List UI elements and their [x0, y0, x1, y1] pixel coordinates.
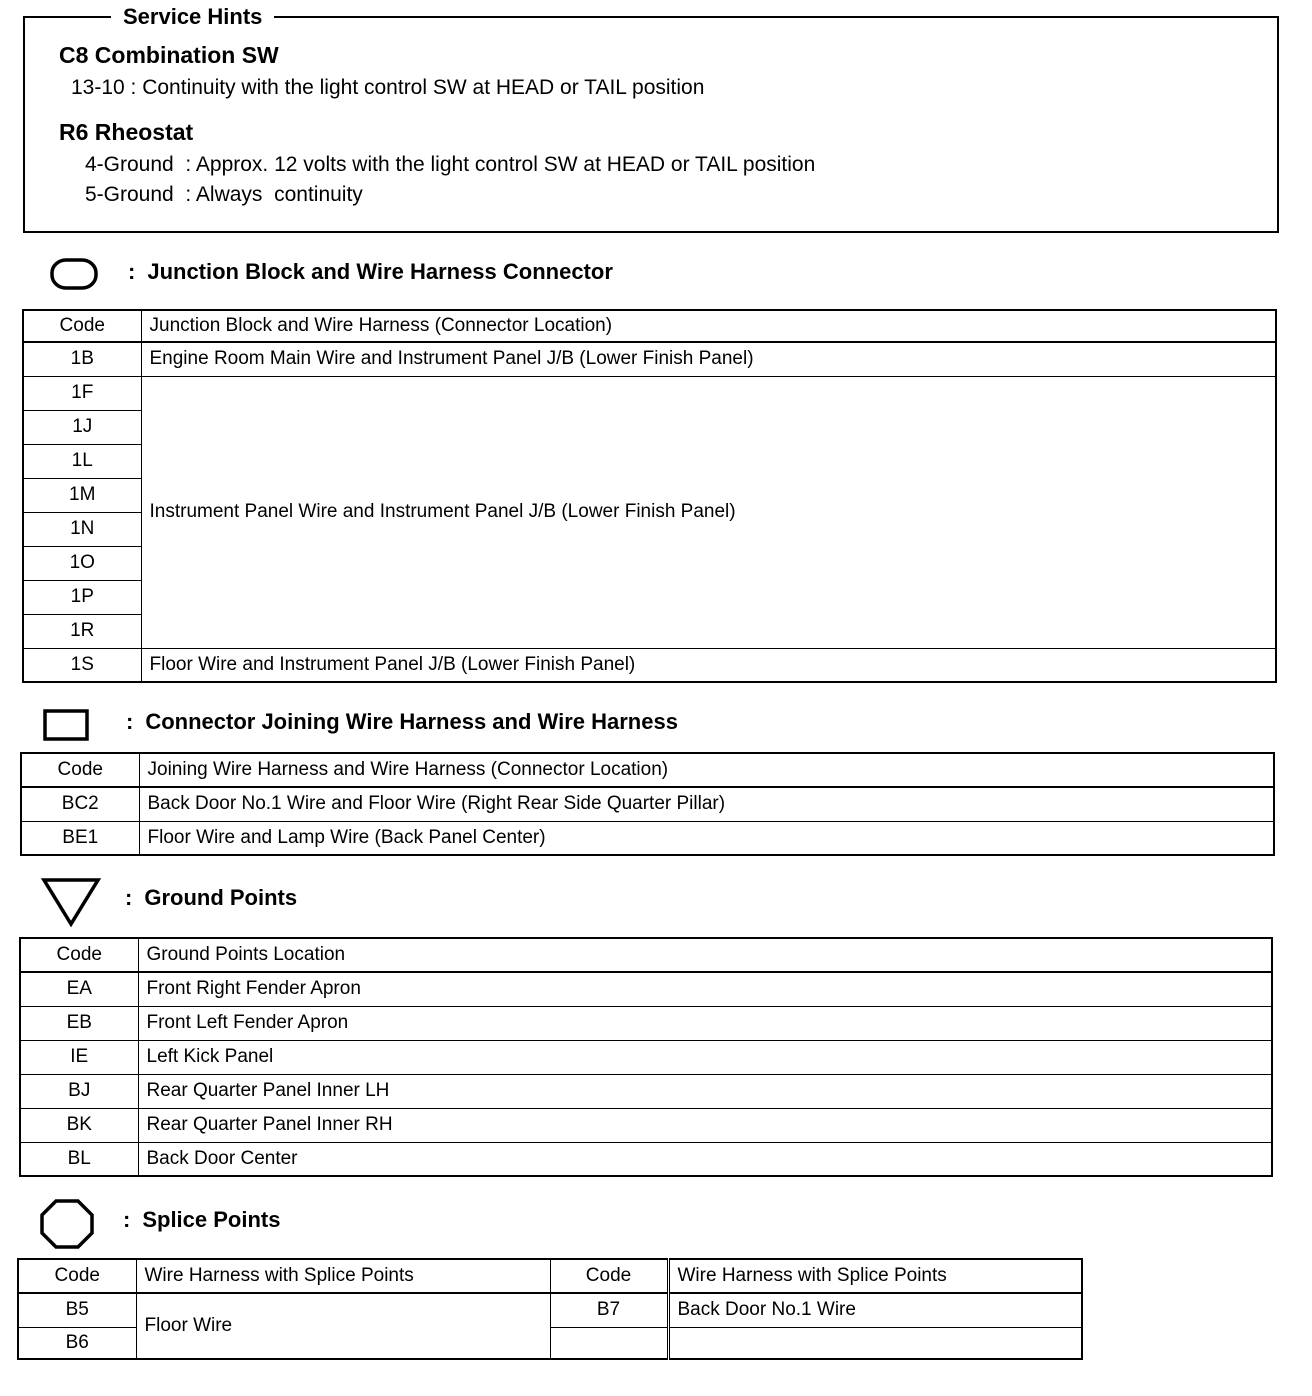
code-cell: EA — [20, 972, 138, 1006]
code-cell: 1N — [23, 512, 141, 546]
header-desc-right: Wire Harness with Splice Points — [668, 1259, 1082, 1293]
header-desc: Joining Wire Harness and Wire Harness (Connector Location) — [139, 753, 1274, 787]
hint-title-c8: C8 Combination SW — [59, 42, 279, 68]
code-cell: 1M — [23, 478, 141, 512]
triangle-ground-icon — [41, 876, 101, 928]
code-cell: B5 — [18, 1293, 136, 1327]
header-code: Code — [20, 938, 138, 972]
code-cell: BK — [20, 1108, 138, 1142]
desc-cell: Front Right Fender Apron — [138, 972, 1272, 1006]
junction-table — [22, 309, 1277, 683]
desc-cell: Floor Wire and Instrument Panel J/B (Lower Finish Panel) — [141, 648, 1276, 682]
table-row — [23, 648, 1276, 682]
rounded-rect-symbol-icon — [50, 258, 98, 290]
desc-cell: Rear Quarter Panel Inner LH — [138, 1074, 1272, 1108]
table-row — [20, 938, 1272, 972]
desc-cell: Front Left Fender Apron — [138, 1006, 1272, 1040]
table-row — [21, 787, 1274, 821]
desc-cell: Back Door Center — [138, 1142, 1272, 1176]
hint-title-r6: R6 Rheostat — [59, 119, 194, 145]
desc-cell: Left Kick Panel — [138, 1040, 1272, 1074]
table-row — [20, 1142, 1272, 1176]
code-cell: BJ — [20, 1074, 138, 1108]
table-row — [20, 1040, 1272, 1074]
table-row — [18, 1293, 1082, 1327]
desc-cell-group: Instrument Panel Wire and Instrument Panel J/B (Lower Finish Panel) — [141, 376, 1276, 648]
table-row — [21, 753, 1274, 787]
connector-heading: : Connector Joining Wire Harness and Wire Harness — [126, 709, 678, 734]
desc-cell: Floor Wire and Lamp Wire (Back Panel Center) — [139, 821, 1274, 855]
desc-cell: Rear Quarter Panel Inner RH — [138, 1108, 1272, 1142]
table-row — [20, 1074, 1272, 1108]
code-cell: 1B — [23, 342, 141, 376]
junction-heading: : Junction Block and Wire Harness Connector — [128, 259, 613, 284]
table-row — [18, 1259, 1082, 1293]
service-hints-box — [23, 4, 1279, 233]
table-row — [23, 376, 1276, 410]
header-code: Code — [21, 753, 139, 787]
code-cell: 1P — [23, 580, 141, 614]
splice-heading: : Splice Points — [123, 1207, 281, 1232]
table-row — [21, 821, 1274, 855]
code-cell: BC2 — [21, 787, 139, 821]
octagon-splice-icon — [39, 1198, 95, 1250]
desc-cell-right — [668, 1327, 1082, 1359]
code-cell: 1S — [23, 648, 141, 682]
desc-cell-right: Back Door No.1 Wire — [668, 1293, 1082, 1327]
header-desc: Wire Harness with Splice Points — [136, 1259, 550, 1293]
ground-heading: : Ground Points — [125, 885, 298, 910]
header-code-right: Code — [550, 1259, 668, 1293]
code-cell: 1O — [23, 546, 141, 580]
code-cell-right — [550, 1327, 668, 1359]
table-row — [20, 972, 1272, 1006]
hint-line-c8: 13-10 : Continuity with the light control SW at HEAD or TAIL position — [71, 76, 705, 99]
code-cell: EB — [20, 1006, 138, 1040]
desc-cell: Back Door No.1 Wire and Floor Wire (Right Rear Side Quarter Pillar) — [139, 787, 1274, 821]
code-cell: 1J — [23, 410, 141, 444]
code-cell: 1F — [23, 376, 141, 410]
header-desc: Ground Points Location — [138, 938, 1272, 972]
table-row — [20, 1108, 1272, 1142]
header-code: Code — [18, 1259, 136, 1293]
code-cell: BL — [20, 1142, 138, 1176]
header-desc: Junction Block and Wire Harness (Connector Location) — [141, 310, 1276, 342]
header-code: Code — [23, 310, 141, 342]
connector-table — [20, 752, 1275, 856]
ground-table — [19, 937, 1273, 1177]
square-symbol-icon — [43, 709, 89, 741]
code-cell: B6 — [18, 1327, 136, 1359]
code-cell: IE — [20, 1040, 138, 1074]
service-hints-legend: Service Hints — [111, 4, 274, 30]
code-cell-right: B7 — [550, 1293, 668, 1327]
desc-cell: Floor Wire — [136, 1293, 550, 1359]
code-cell: 1R — [23, 614, 141, 648]
code-cell: BE1 — [21, 821, 139, 855]
code-cell: 1L — [23, 444, 141, 478]
splice-table — [17, 1258, 1083, 1360]
table-row — [23, 342, 1276, 376]
hint-line-r6-5: 5-Ground : Always continuity — [85, 183, 363, 206]
hint-line-r6-4: 4-Ground : Approx. 12 volts with the light control SW at HEAD or TAIL position — [85, 153, 816, 176]
table-row — [23, 310, 1276, 342]
table-row — [20, 1006, 1272, 1040]
desc-cell: Engine Room Main Wire and Instrument Panel J/B (Lower Finish Panel) — [141, 342, 1276, 376]
